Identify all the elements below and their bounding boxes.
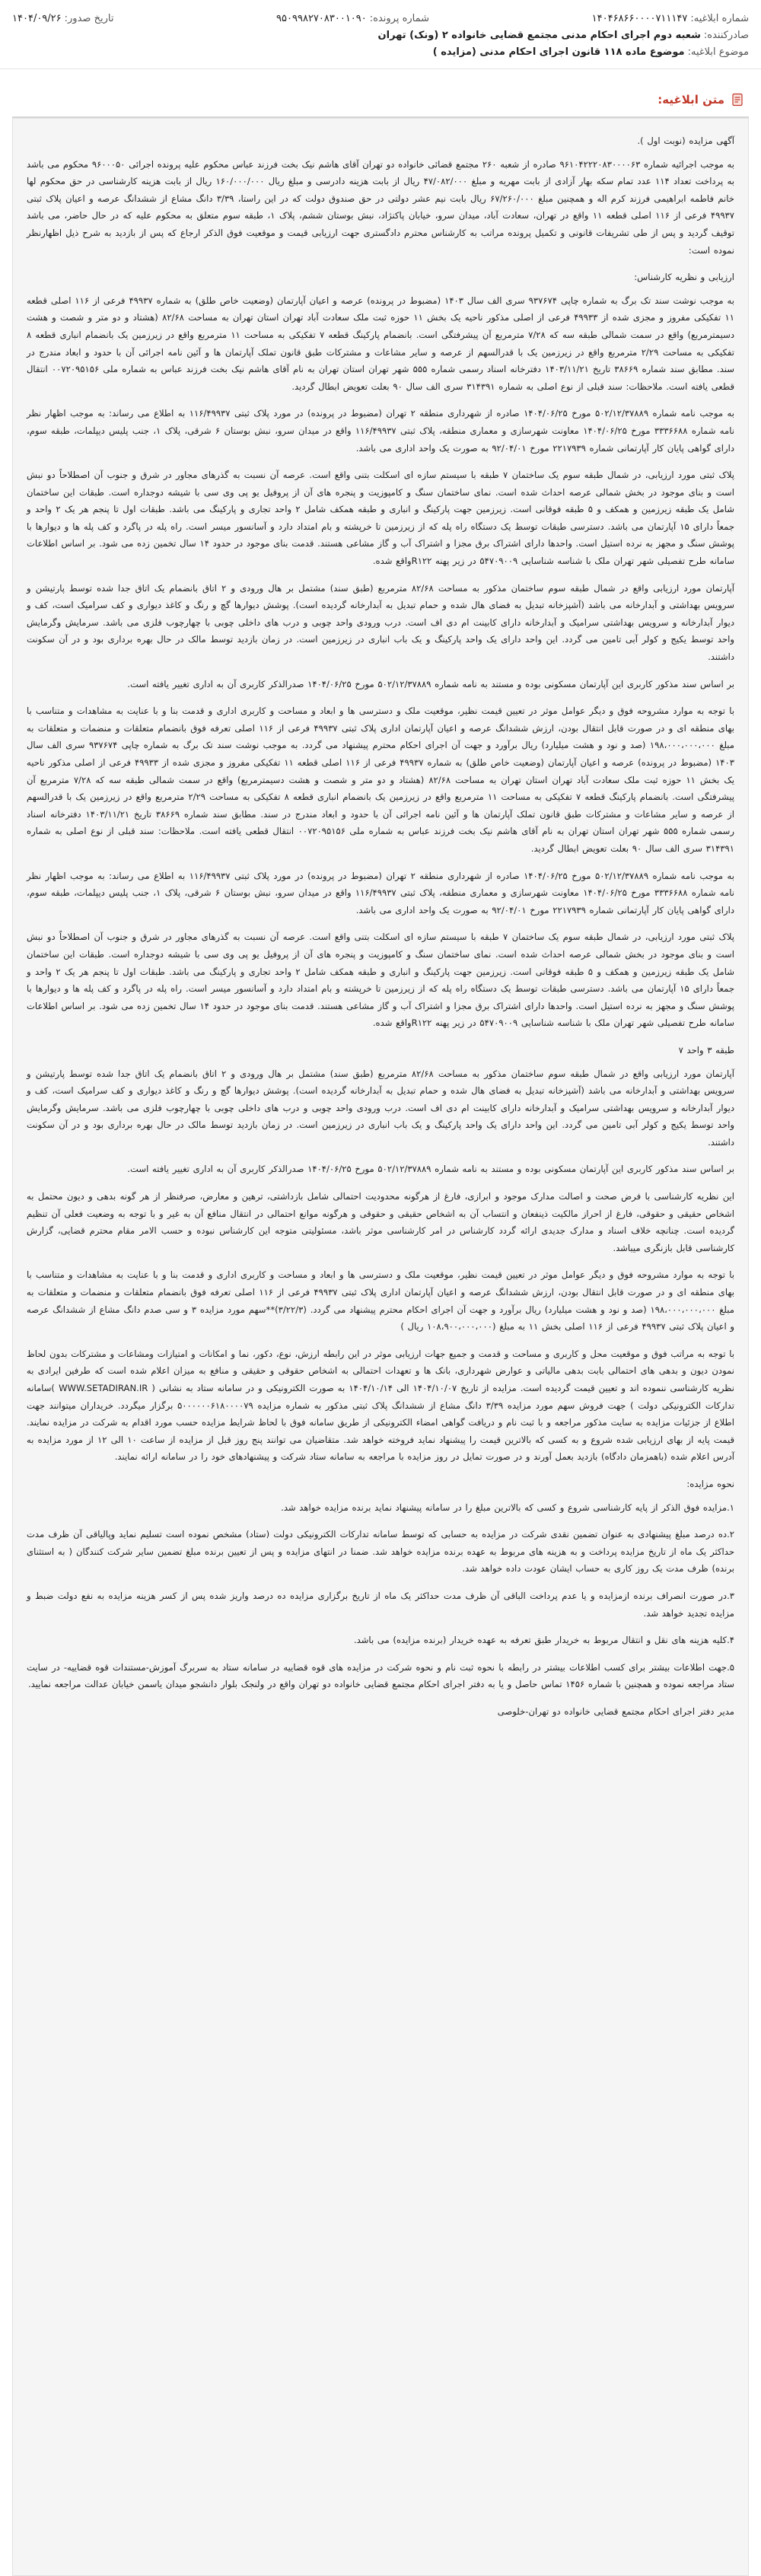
apartment-description-paragraph-2: آپارتمان مورد ارزیابی واقع در شمال طبقه سوم ساختمان مذکور به مساحت ۸۲/۶۸ مترمربع (طبق سند) مشتمل بر هال ورودی و ۲ اتاق بانضمام یک اتاق جدا شده توسط پارتیشن و سرویس بهداشتی و آبدارخانه می باشد (آشپزخانه تبدیل به فضای هال شده و حمام تبدیل به آبدارخانه گردیده است). پوشش دیوارها گچ و رنگ و کاغذ دیواری و کف سرامیک است، کف و دیوار آبدارخانه و سرویس بهداشتی سرامیک و آبدارخانه دارای کابینت ام دی اف است. درب ورودی واحد چوبی و درب های داخلی چوبی با چهارچوب فلزی می باشد. سرمایش وگرمایش واحد توسط یکیج و کولر آبی تامین می گردد. این واحد دارای یک واحد پارکینگ و یک باب انباری در زیرزمین است. در زمان بازدید توسط مالک در حال بهره برداری بود و در آن سکونت داشتند. <box>27 1068 734 1148</box>
auction-rule-3: ۳.در صورت انصراف برنده ازمزایده و یا عدم پرداخت الباقی آن ظرف مدت حداکثر یک ماه از تاریخ برگزاری مزایده ده درصد واریز شده پس از کسر هزینه مزایده به نفع دولت ضبط و مزایده تجدید خواهد شد. <box>27 1590 734 1619</box>
subject-text: موضوع ماده ۱۱۸ قانون اجرای احکام مدنی (مزایده ) <box>432 46 685 58</box>
usage-paragraph-2: بر اساس سند مذکور کاربری این آپارتمان مسکونی بوده و مستند به نامه شماره ۵۰۲/۱۲/۳۷۸۸۹ مورخ ۱۴۰۴/۰۶/۲۵ صدرالذکر کاربری آن به اداری تغییر یافته است. <box>127 1164 734 1175</box>
disclaimer-paragraph: این نظریه کارشناسی با فرض صحت و اصالت مدارک موجود و ابرازی، فارغ از هرگونه محدودیت احتمالی شامل بازداشتی، ترهین و معارض، صرفنظر از هر گونه بدهی و دیون محتمل به اشخاص حقیقی و حقوقی، فارغ از احراز مالکیت ذینفعان و انتساب آن به اشخاص حقیقی و حقوقی و هرگونه موانع احتمالی در انتقال منافع آن به غیر و با توجه به وضعیت فعلی آن تنظیم گردیده است. چنانچه خلاف اسناد و مدارک جدیدی ارائه گردد کارشناس در امر کارشناسی موثر باشد، مسئولیتی متوجه این کارشناس نبوده و حسب الامر مقام محترم قضایی، گزارش کارشناسی قابل بازنگری میباشد. <box>27 1191 734 1253</box>
valuation-share-paragraph: با توجه به موارد مشروحه فوق و دیگر عوامل موثر در تعیین قیمت نظیر، موقعیت ملک و دسترسی ها و ابعاد و مساحت و کاربری اداری و قدمت بنا و با عنایت به مشاهدات و متناسب با بهای منطقه ای و در صورت قابل انتقال بودن، ارزش ششدانگ عرصه و اعیان آپارتمان اداری پلاک ثبتی ۴۹۹۳۷ فرعی از ۱۱۶ اصلی تعرفه فوق بانضمام متعلقات و منضمات و متعلقات به مبلغ ۱۹۸،۰۰۰،۰۰۰،۰۰۰ (صد و نود و هشت میلیارد) ریال برآورد و جهت آن اجرای احکام محترم پیشنهاد می گردد. (۳/۲۲/۳)**سهم مورد مزایده ۳ و سی صدم دانگ مشاع از ششدانگ عرصه و اعیان پلاک ثبتی ۴۹۹۳۷ فرعی از ۱۱۶ اصلی بخش ۱۱ به مبلغ (۱۰۸،۹۰۰،۰۰۰،۰۰۰ ریال ) <box>27 1269 734 1333</box>
auction-heading: آگهی مزایده (نوبت اول ). <box>637 135 734 146</box>
issue-date-label: تاریخ صدور: <box>64 13 114 24</box>
valuation-paragraph: با توجه به موارد مشروحه فوق و دیگر عوامل موثر در تعیین قیمت نظیر، موقعیت ملک و دسترسی ها و ابعاد و مساحت و کاربری اداری و قدمت بنا و با عنایت به مشاهدات و متناسب با بهای منطقه ای و در صورت قابل انتقال بودن، ارزش ششدانگ عرصه و اعیان آپارتمان اداری پلاک ثبتی ۴۹۹۳۷ فرعی از ۱۱۶ اصلی تعرفه فوق بانضمام متعلقات و منضمات و متعلقات به مبلغ ۱۹۸،۰۰۰،۰۰۰،۰۰۰ (صد و نود و هشت میلیارد) ریال برآورد و جهت آن اجرای احکام محترم پیشنهاد می گردد. به موجب نوشت سند تک برگ به شماره چاپی ۹۳۷۶۷۴ سری الف سال ۱۴۰۳ (مضبوط در پرونده) عرصه و اعیان آپارتمان (وضعیت خاص طلق) به شماره ۴۹۹۳۷ فرعی از ۱۱۶ اصلی قطعه ۱۱ تفکیکی مفروز و مجزی شده از ۴۹۹۳۳ فرعی از اصلی مذکور ناحیه یک بخش ۱۱ حوزه ثبت ملک سعادت آباد تهران استان تهران به مساحت ۸۲/۶۸ (هشتاد و دو متر و شصت و هشت دسیمترمربع) واقع در سمت شمالی طبقه سه که ۷/۲۸ مترمربع آن پیشرفتگی است. بانضمام پارکینگ قطعه ۷ تفکیکی به مساحت ۱۱ مترمربع واقع در زیرزمین یک بانضمام انباری قطعه ۸ تفکیکی به مساحت ۲/۲۹ مترمربع واقع در زیرزمین یک با قدرالسهم از عرصه و سایر مشاعات و مشترکات طبق قانون تملک آپارتمان ها و آئین نامه اجرائی آن با حدود و ابعاد مندرج در سند. مطابق سند شماره ۳۸۶۶۹ تاریخ ۱۴۰۳/۱۱/۲۱ دفترخانه اسناد رسمی شماره ۵۵۵ شهر تهران استان تهران به نام آقای هاشم نیک بخت فرزند عباس به شماره ملی ۰۰۷۲۰۹۵۱۵۶ انتقال قطعی یافته است. ملاحظات: سند قبلی از نوع اصلی به شماره ۳۱۴۳۹۱ سری الف سال ۹۰ بعلت تعویض ابطال گردید. <box>27 705 735 854</box>
unit-heading: طبقه ۳ واحد ۷ <box>678 1044 734 1056</box>
document-icon <box>731 93 744 107</box>
header-row-1 <box>12 11 749 27</box>
case-number-field <box>276 11 429 27</box>
issue-date: ۱۴۰۴/۰۹/۲۶ <box>12 13 62 24</box>
notice-header <box>0 0 761 69</box>
case-number-label: شماره پرونده: <box>369 13 430 24</box>
signature-line: مدیر دفتر اجرای احکام مجتمع قضایی خانواده دو تهران-خلوصی <box>497 1705 734 1717</box>
usage-paragraph: بر اساس سند مذکور کاربری این آپارتمان مسکونی بوده و مستند به نامه شماره ۵۰۲/۱۲/۳۷۸۸۹ مورخ ۱۴۰۴/۰۶/۲۵ صدرالذکر کاربری آن به اداری تغییر یافته است. <box>127 678 734 689</box>
issuer-name: شعبه دوم اجرای احکام مدنی مجتمع قضایی خانواده ۲ (ونک) تهران <box>377 30 701 41</box>
auction-rule-2: ۲.ده درصد مبلغ پیشنهادی به عنوان تضمین نقدی شرکت در مزایده به حسابی که توسط سامانه تدارکات الکترونیکی دولت (ستاد) مشخص نموده است تسلیم نماید وپالیاقی آن ظرف مدت حداکثر یک ماه از تاریخ مزایده پرداخت و به هزینه های مربوط به عهده برنده مزایده خواهد شد. ضمنا در انتهای مزایده و پس از تعیین برنده مبلغ تضمین سایر شرکت کنندگان ( به استثنای برنده) ظرف مدت یک روز کاری به حساب ایشان عودت داده خواهد شد. <box>27 1529 734 1575</box>
municipality-letter-paragraph: به موجب نامه شماره ۵۰۲/۱۲/۳۷۸۸۹ مورخ ۱۴۰۴/۰۶/۲۵ صادره از شهرداری منطقه ۲ تهران (مضبوط در پرونده) در مورد پلاک ثبتی ۱۱۶/۴۹۹۳۷ به اطلاع می رساند: به موجب اظهار نظر نامه شماره ۳۳۳۶۶۸۸ مورخ ۱۴۰۴/۰۶/۲۵ معاونت شهرسازی و معماری منطقه، پلاک ثبتی ۱۱۶/۴۹۹۳۷ واقع در میدان سرو، نبش بوستان ۶ شرقی، پلاک ۱، جنب پلیس دیپلمات، طبقه سوم، دارای گواهی پایان کار آپارتمانی شماره ۲۲۱۷۹۳۹ مورخ ۹۲/۰۴/۰۱ به صورت یک واحد اداری می باشد. <box>27 408 734 454</box>
notice-text-title: متن ابلاغیه: <box>658 93 724 107</box>
deed-paragraph: به موجب نوشت سند تک برگ به شماره چاپی ۹۳۷۶۷۴ سری الف سال ۱۴۰۳ (مضبوط در پرونده) عرصه و اعیان آپارتمان (وضعیت خاص طلق) به شماره ۴۹۹۳۷ فرعی از ۱۱۶ اصلی قطعه ۱۱ تفکیکی مفروز و مجزی شده از ۴۹۹۳۳ فرعی از اصلی مذکور ناحیه یک بخش ۱۱ حوزه ثبت ملک سعادت آباد تهران استان تهران به مساحت ۸۲/۶۸ (هشتاد و دو متر و شصت و هشت دسیمترمربع) واقع در سمت شمالی طبقه سه که ۷/۲۸ مترمربع آن پیشرفتگی است. بانضمام پارکینگ قطعه ۷ تفکیکی به مساحت ۱۱ مترمربع واقع در زیرزمین یک بانضمام انباری قطعه ۸ تفکیکی به مساحت ۲/۲۹ مترمربع واقع در زیرزمین یک با قدرالسهم از عرصه و سایر مشاعات و مشترکات طبق قانون تملک آپارتمان ها و آئین نامه اجرائی آن با حدود و ابعاد مندرج در سند. مطابق سند شماره ۳۸۶۶۹ تاریخ ۱۴۰۳/۱۱/۲۱ دفترخانه اسناد رسمی شماره ۵۵۵ شهر تهران استان تهران به نام آقای هاشم نیک بخت فرزند عباس به شماره ملی ۰۰۷۲۰۹۵۱۵۶ انتقال قطعی یافته است. ملاحظات: سند قبلی از نوع اصلی به شماره ۳۱۴۳۹۱ سری الف سال ۹۰ بعلت تعویض ابطال گردید. <box>27 295 734 392</box>
notice-text-title-bar <box>12 83 749 118</box>
issuer-field <box>378 27 749 44</box>
issuer-label: صادرکننده: <box>703 30 749 41</box>
auction-rule-5: ۵.جهت اطلاعات بیشتر برای کسب اطلاعات بیشتر در رابطه با نحوه ثبت نام و نحوه شرکت در مزایده های قوه قضاییه در سامانه ستاد به سربرگ آموزش-مستندات قوه قضاییه- در سایت ستاد مراجعه نموده و همچنین با شماره ۱۴۵۶ تماس حاصل و یا به دفتر اجرای احکام مجتمع قضایی خانواده دو تهران واقع در ولنجک بلوار دانشجو میدان یاسمن خیابان عدالت مراجعه نمایید. <box>27 1661 734 1690</box>
municipality-letter-paragraph-2: به موجب نامه شماره ۵۰۲/۱۲/۳۷۸۸۹ مورخ ۱۴۰۴/۰۶/۲۵ صادره از شهرداری منطقه ۲ تهران (مضبوط در پرونده) در مورد پلاک ثبتی ۱۱۶/۴۹۹۳۷ به اطلاع می رساند: به موجب اظهار نظر نامه شماره ۳۳۳۶۶۸۸ مورخ ۱۴۰۴/۰۶/۲۵ معاونت شهرسازی و معماری منطقه، پلاک ثبتی ۱۱۶/۴۹۹۳۷ واقع در میدان سرو، نبش بوستان ۶ شرقی، پلاک ۱، جنب پلیس دیپلمات، طبقه سوم، دارای گواهی پایان کار آپارتمانی شماره ۲۲۱۷۹۳۹ مورخ ۹۲/۰۴/۰۱ به صورت یک واحد اداری می باشد. <box>27 870 734 915</box>
header-row-3 <box>12 44 749 61</box>
auction-schedule-paragraph: با توجه به مراتب فوق و موقعیت محل و کاربری و مساحت و قدمت و جمیع جهات ارزیابی موثر در این رابطه ارزش، نوع، دکور، نما و امکانات و امتیازات ومشاعات و مشترکات بدون لحاظ نمودن دیون و بدهی های احتمالی بابت بدهی مالیاتی و عوارض شهرداری، بانک ها و تعهدات احتمالی به اشخاص حقوقی و حقیقی و منافع به میزان اعلام شده است که طرفین ایرادی به نظریه کارشناسی ننموده اند و تعیین قیمت گردیده است. مزایده از تاریخ ۱۴۰۴/۱۰/۰۷ الی ۱۴۰۴/۱۰/۱۴ به صورت الکترونیکی و در سامانه ستاد به نشانی ( WWW.SETADIRAN.IR )سامانه تدارکات الکترونیکی دولت ) جهت فروش سهم مورد مزایده ۳/۳۹ دانگ مشاع از ششدانگ پلاک ثبتی مذکور به شماره مزایده ۵۰۰۰۰۰۰۶۱۸۰۰۰۰۷۹ برگزار میگردد. خریداران میتوانند جهت اطلاع از جزئیات مزایده به سایت مذکور مراجعه و با ثبت نام و دریافت گواهی امضاء الکترونیکی از طریق سامانه فوق با لحاظ شرایط مزایده حسب مورد اقدام به شرکت در مزایده نمایند. قیمت پایه از بهای ارزیابی شده شروع و به کسی که بالاترین قیمت را پیشنهاد نماید فروخته خواهد شد. متقاضیان می توانند پنج روز قبل از مزایده از ساعت ۱۰ الی ۱۲ از مورد مزایده به آدرس اعلام شده (باهمزمان دادگاه) بازدید بعمل آورند و در صورت تمایل در روز مزایده با مراجعه به سامانه ستاد شرکت و پیشنهادهای خود را در سامانه ارائه نمایند. <box>27 1348 734 1463</box>
building-description-paragraph: پلاک ثبتی مورد ارزیابی، در شمال طبقه سوم یک ساختمان ۷ طبقه با سیستم سازه ای اسکلت بتنی واقع است. عرصه آن نسبت به گذرهای مجاور در شرق و جنوب آن اصطلاحاً دو نبش است و بنای موجود در بخش شمالی عرصه احداث شده است. نمای ساختمان سنگ و کامپوزیت و پنجره های آن از پروفیل یو پی وی سی با شیشه دوجداره است. طبقات این ساختمان شامل یک طبقه زیرزمین و همکف و ۵ طبقه فوقانی است. زیرزمین جهت پارکینگ و انباری و طبقه همکف شامل ۲ واحد تجاری و پارکینگ می باشد. طبقات اول تا پنجم هر یک ۲ واحد و جمعاً دارای ۱۵ آپارتمان می باشد. دسترسی طبقات توسط یک دستگاه راه پله که از زیرزمین تا خرپشته و بام امتداد دارد و آسانسور میسر است. راه پله در پاگرد و کف پله ها و دیوارها با پوشش سنگ و مجهز به نرده استیل است. واحدها دارای اشتراک برق مجزا و اشتراک آب و گاز مشاعی هستند. قدمت بنای موجود در حدود ۱۴ سال تخمین زده می شود. بر اساس اطلاعات سامانه طرح تفصیلی شهر تهران ملک با شناسه شناسایی ۵۴۷۰۹۰۰۹ در زیر پهنه R۱۲۲واقع شده. <box>27 470 734 567</box>
subject-label: موضوع ابلاغیه: <box>687 46 749 58</box>
apartment-description-paragraph: آپارتمان مورد ارزیابی واقع در شمال طبقه سوم ساختمان مذکور به مساحت ۸۲/۶۸ مترمربع (طبق سند) مشتمل بر هال ورودی و ۲ اتاق بانضمام یک اتاق جدا شده توسط پارتیشن و سرویس بهداشتی و آبدارخانه می باشد (آشپزخانه تبدیل به فضای هال شده و حمام تبدیل به آبدارخانه گردیده است). پوشش دیوارها گچ و رنگ و کاغذ دیواری و کف سرامیک است، کف و دیوار آبدارخانه و سرویس بهداشتی سرامیک و آبدارخانه دارای کابینت ام دی اف است. درب ورودی واحد چوبی و درب های داخلی چوبی با چهارچوب فلزی می باشد. سرمایش وگرمایش واحد توسط یکیج و کولر آبی تامین می گردد. این واحد دارای یک واحد پارکینگ و یک باب انباری در زیرزمین است. در زمان بازدید توسط مالک در حال بهره برداری بود و در آن سکونت داشتند. <box>27 582 734 663</box>
notice-number-label: شماره ابلاغیه: <box>690 13 749 24</box>
building-description-paragraph-2: پلاک ثبتی مورد ارزیابی، در شمال طبقه سوم یک ساختمان ۷ طبقه با سیستم سازه ای اسکلت بتنی واقع است. عرصه آن نسبت به گذرهای مجاور در شرق و جنوب آن اصطلاحاً دو نبش است و بنای موجود در بخش شمالی عرصه احداث شده است. نمای ساختمان سنگ و کامپوزیت و پنجره های آن از پروفیل یو پی وی سی با شیشه دوجداره است. طبقات این ساختمان شامل یک طبقه زیرزمین و همکف و ۵ طبقه فوقانی است. زیرزمین جهت پارکینگ و انباری و طبقه همکف شامل ۲ واحد تجاری و پارکینگ می باشد. طبقات اول تا پنجم هر یک ۲ واحد و جمعاً دارای ۱۵ آپارتمان می باشد. دسترسی طبقات توسط یک دستگاه راه پله که از زیرزمین تا خرپشته و بام امتداد دارد و آسانسور میسر است. راه پله در پاگرد و کف پله ها و دیوارها با پوشش سنگ و مجهز به نرده استیل است. واحدها دارای اشتراک برق مجزا و اشتراک آب و گاز مشاعی هستند. قدمت بنای موجود در حدود ۱۴ سال تخمین زده می شود. بر اساس اطلاعات سامانه طرح تفصیلی شهر تهران ملک با شناسه شناسایی ۵۴۷۰۹۰۰۹ در زیر پهنه R۱۲۲واقع شده. <box>27 931 734 1029</box>
expert-opinion-heading: ارزیابی و نظریه کارشناس: <box>634 272 734 283</box>
notice-body <box>12 118 749 2576</box>
header-row-2 <box>12 27 749 44</box>
auction-rule-1: ۱.مزایده فوق الذکر از پایه کارشناسی شروع و کسی که بالاترین مبلغ را در سامانه پیشنهاد نماید برنده مزایده خواهد شد. <box>281 1501 734 1513</box>
auction-rule-4: ۴.کلیه هزینه های نقل و انتقال مربوط به خریدار طبق تعرفه به عهده خریدار (برنده مزایده) می باشد. <box>353 1635 734 1646</box>
auction-method-heading: نحوه مزایده: <box>686 1478 734 1489</box>
issue-date-field <box>12 11 113 27</box>
notice-number-field <box>592 11 749 27</box>
case-number: ۹۵۰۹۹۸۲۷۰۸۳۰۰۱۰۹۰ <box>276 13 367 24</box>
notice-number: ۱۴۰۴۶۸۶۶۰۰۰۰۷۱۱۱۴۷ <box>591 13 688 24</box>
execution-paragraph: به موجب اجرائیه شماره ۹۶۱۰۴۲۲۲۰۸۳۰۰۰۰۶۳ صادره از شعبه ۲۶۰ مجتمع قضائی خانواده دو تهران آقای هاشم نیک بخت فرزند عباس محکوم علیه پرونده اجرائی ۹۶۰۰۰۵۰ محکوم می باشد به پرداخت تعداد ۱۱۴ عدد تمام سکه بهار آزادی از بابت مهریه و مبلغ ۴۷/۰۸۲/۰۰۰ ریال از بابت هزینه دادرسی و مبلغ ریال ۱۶۰/۰۰۰/۰۰۰ ریال از بابت هزینه کارشناسی در حق محکوم لها خانم فاطمه ابراهیمی فرزند کرم اله و همچنین مبلغ ۶۷/۲۶۰/۰۰۰ ریال بابت نیم عشر دولتی در حق صندوق دولت که در این راستا، ۳/۳۹ دانگ مشاع از ششدانگ عرصه و اعیان پلاک ثبتی ۴۹۹۳۷ فرعی از ۱۱۶ اصلی قطعه ۱۱ واقع در تهران، سعادت آباد، میدان سرو، خیابان پاکنژاد، نبش بوستان ششم، پلاک ۱، طبقه سوم متعلق به محکوم علیه که در حال حاضر، می باشد توقیف گردید و پس از طی تشریفات قانونی و تکمیل پرونده مراتب به کارشناس محترم دادگستری جهت ارزیابی قیمت و موقعیت فوق الذکر ارجاع که پس از بازدید به شرح ذیل اظهارنظر نموده است: <box>27 158 735 256</box>
subject-field <box>433 44 749 61</box>
